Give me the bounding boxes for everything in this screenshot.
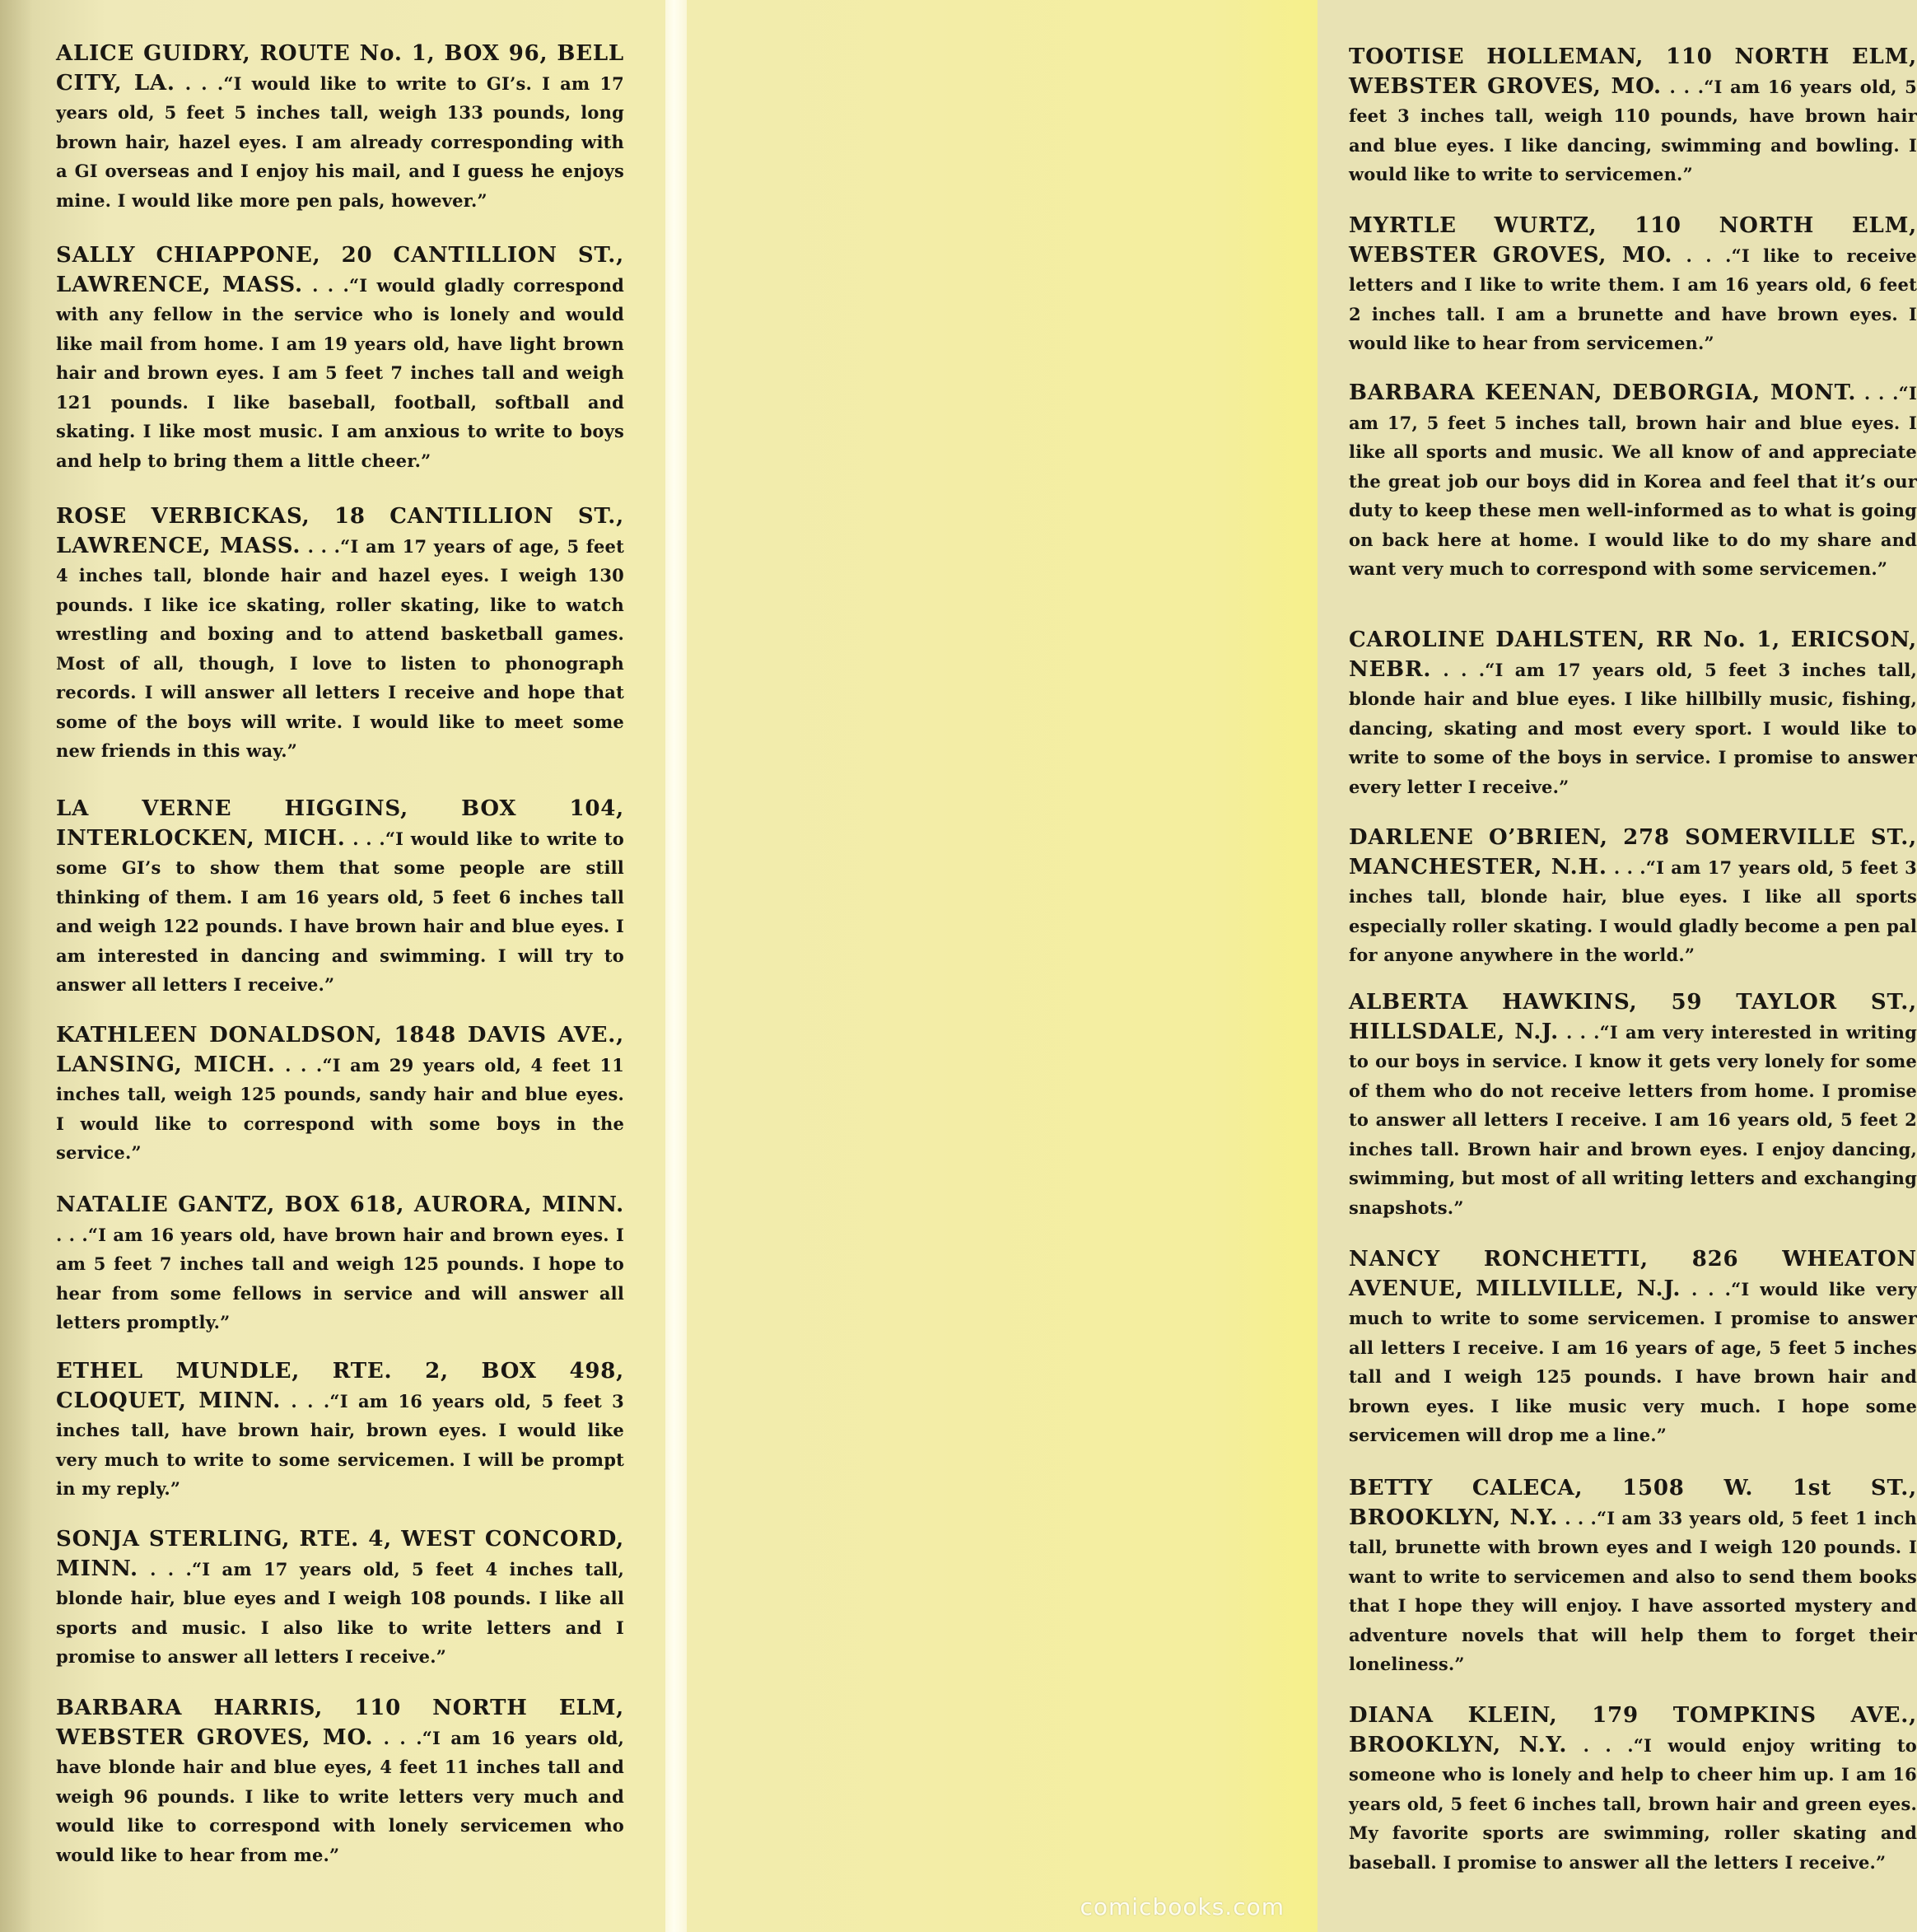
letter-body: . . .“I am 29 years old, 4 feet 11 inches tall, weigh 125 pounds, sandy hair and blue eyes. I would like to correspond with some boys in the service.” <box>56 1054 625 1163</box>
letter-body: . . .“I am very interested in writing to our boys in service. I know it gets very lonely for some of them who do not receive letters from home. I promise to answer all letters I receive. I am 16 years old, 5 feet 2 inches tall. Brown hair and brown eyes. I enjoy dancing, swimming, but most of all writing letters and exchanging snapshots.” <box>1349 1021 1917 1218</box>
letter-body: . . .“I am 17 years old, 5 feet 3 inches tall, blonde hair and blue eyes. I like hillbilly music, fishing, dancing, skating and most every sport. I would like to write to some of the boys in service. I promise to answer every letter I receive.” <box>1349 659 1917 797</box>
site-watermark: comicbooks.com <box>1080 1893 1285 1920</box>
pen-pal-letter <box>1349 379 1917 584</box>
pen-pal-letter <box>56 1694 624 1869</box>
pen-pal-letter <box>1349 1701 1917 1877</box>
letter-name-address: KATHLEEN DONALDSON, 1848 DAVIS AVE., LANSING, MICH. <box>56 1023 624 1077</box>
letter-body: . . .“I am 17, 5 feet 5 inches tall, brown hair and blue eyes. I like all sports and music. We all know of and appreciate the great job our boys did in Korea and feel that it’s our duty to keep these men well-informed as to what is going on back here at home. I would like to do my share and want very much to correspond with some servicemen.” <box>1349 383 1917 579</box>
letter-body: . . .“I am 16 years old, have blonde hair and blue eyes, 4 feet 11 inches tall and weigh 96 pounds. I like to write letters very much and would like to correspond with lonely servicemen who would like to hear from me.” <box>56 1727 624 1865</box>
pen-pal-letter <box>1349 988 1917 1222</box>
letter-name-address: BARBARA HARRIS, 110 NORTH ELM, WEBSTER GROVES, MO. <box>56 1696 624 1750</box>
letter-body: . . .“I am 17 years of age, 5 feet 4 inches tall, blonde hair and hazel eyes. I weigh 130 pounds. I like ice skating, roller skating, like to watch wrestling and boxing and to attend basketball games. Most of all, though, I love to listen to phonograph records. I will answer all letters I receive and hope that some of the boys will write. I would like to meet some new friends in this way.” <box>56 535 624 761</box>
letter-name-address: CAROLINE DAHLSTEN, RR No. 1, ERICSON, NEBR. <box>1349 628 1917 682</box>
letter-body: . . .“I am 17 years old, 5 feet 4 inches tall, blonde hair, blue eyes and I weigh 108 pounds. I like all sports and music. I also like to write letters and I promise to answer all letters I receive.” <box>56 1558 624 1667</box>
letter-body: . . .“I would enjoy writing to someone who is lonely and help to cheer him up. I am 16 years old, 5 feet 6 inches tall, brown hair and green eyes. My favorite sports are swimming, roller skating and baseball. I promise to answer all the letters I receive.” <box>1349 1734 1917 1873</box>
letter-name-address: ALICE GUIDRY, ROUTE No. 1, BOX 96, BELL CITY, LA. <box>56 41 624 96</box>
letter-name-address: DARLENE O’BRIEN, 278 SOMERVILLE ST., MANCHESTER, N.H. <box>1349 825 1917 880</box>
pen-pal-letter <box>56 241 624 475</box>
letter-name-address: ETHEL MUNDLE, RTE. 2, BOX 498, CLOQUET, MINN. <box>56 1359 624 1413</box>
letter-name-address: BARBARA KEENAN, DEBORGIA, MONT. <box>1349 380 1857 405</box>
letter-name-address: TOOTISE HOLLEMAN, 110 NORTH ELM, WEBSTER GROVES, MO. <box>1349 44 1917 99</box>
pen-pal-letter <box>1349 1474 1917 1679</box>
pen-pal-letter <box>56 1021 624 1168</box>
letter-name-address: NATALIE GANTZ, BOX 618, AURORA, MINN. <box>56 1192 624 1217</box>
letter-body: . . .“I would like to write to some GI’s to show them that some people are still thinking of them. I am 16 years old, 5 feet 6 inches tall and weigh 122 pounds. I have brown hair and blue eyes. I am interested in dancing and swimming. I will try to answer all letters I receive.” <box>56 828 624 995</box>
letter-body: . . .“I would like to write to GI’s. I am 17 years old, 5 feet 5 inches tall, weigh 133 pounds, long brown hair, hazel eyes. I am already corresponding with a GI overseas and I enjoy his mail, and I guess he enjoys mine. I would like more pen pals, however.” <box>56 72 624 211</box>
right-column <box>659 0 1917 1932</box>
letter-body: . . .“I would like very much to write to some servicemen. I promise to answer all letters I receive. I am 16 years of age, 5 feet 5 inches tall and I weigh 125 pounds. I have brown hair and brown eyes. I like music very much. I hope some servicemen will drop me a line.” <box>1349 1278 1917 1445</box>
pen-pal-letter <box>1349 212 1917 358</box>
pen-pal-letter <box>1349 626 1917 801</box>
letter-body: . . .“I am 16 years old, have brown hair and brown eyes. I am 5 feet 7 inches tall and weigh 125 pounds. I hope to hear from some fellows in service and will answer all letters promptly.” <box>56 1224 624 1332</box>
pen-pal-letter <box>1349 43 1917 189</box>
pen-pal-letter <box>1349 1245 1917 1450</box>
letter-name-address: ROSE VERBICKAS, 18 CANTILLION ST., LAWRENCE, MASS. <box>56 504 624 558</box>
letter-name-address: BETTY CALECA, 1508 W. 1st ST., BROOKLYN, N.Y. <box>1349 1476 1917 1530</box>
letter-body: . . .“I am 16 years old, 5 feet 3 inches tall, have brown hair, brown eyes. I would like very much to write to some servicemen. I will be prompt in my reply.” <box>56 1390 624 1499</box>
letter-body: . . .“I am 16 years old, 5 feet 3 inches tall, weigh 110 pounds, have brown hair and blue eyes. I like dancing, swimming and bowling. I would like to write to servicemen.” <box>1349 76 1917 184</box>
pen-pal-letter <box>56 1357 624 1504</box>
letter-name-address: DIANA KLEIN, 179 TOMPKINS AVE., BROOKLYN, N.Y. <box>1349 1703 1917 1757</box>
pen-pal-letter <box>1349 824 1917 970</box>
letter-body: . . .“I like to receive letters and I like to write them. I am 16 years old, 6 feet 2 inches tall. I am a brunette and have brown eyes. I would like to hear from servicemen.” <box>1349 245 1917 353</box>
letter-body: . . .“I would gladly correspond with any fellow in the service who is lonely and would like mail from home. I am 19 years old, have light brown hair and brown eyes. I am 5 feet 7 inches tall and weigh 121 pounds. I like baseball, football, softball and skating. I like most music. I am anxious to write to boys and help to bring them a little cheer.” <box>56 274 624 471</box>
pen-pal-letter <box>56 40 624 215</box>
letter-body: . . .“I am 17 years old, 5 feet 3 inches tall, blonde hair, blue eyes. I like all sports especially roller skating. I would gladly become a pen pal for anyone anywhere in the world.” <box>1349 856 1917 965</box>
letter-body: . . .“I am 33 years old, 5 feet 1 inch tall, brunette with brown eyes and I weigh 120 pounds. I want to write to servicemen and also to send them books that I hope they will enjoy. I have assorted mystery and adventure novels that will help them to forget their loneliness.” <box>1349 1507 1917 1674</box>
letter-name-address: SALLY CHIAPPONE, 20 CANTILLION ST., LAWRENCE, MASS. <box>56 243 624 297</box>
left-column <box>0 0 659 1932</box>
letter-name-address: NANCY RONCHETTI, 826 WHEATON AVENUE, MILLVILLE, N.J. <box>1349 1247 1917 1301</box>
letter-name-address: SONJA STERLING, RTE. 4, WEST CONCORD, MINN. <box>56 1527 624 1581</box>
letter-name-address: MYRTLE WURTZ, 110 NORTH ELM, WEBSTER GROVES, MO. <box>1349 213 1917 268</box>
letter-name-address: LA VERNE HIGGINS, BOX 104, INTERLOCKEN, MICH. <box>56 796 624 851</box>
pen-pal-letter <box>56 502 624 766</box>
pen-pal-letter <box>56 1525 624 1672</box>
pen-pal-letter <box>56 1191 624 1337</box>
pen-pal-letter <box>56 795 624 1000</box>
letter-name-address: ALBERTA HAWKINS, 59 TAYLOR ST., HILLSDALE, N.J. <box>1349 990 1917 1044</box>
